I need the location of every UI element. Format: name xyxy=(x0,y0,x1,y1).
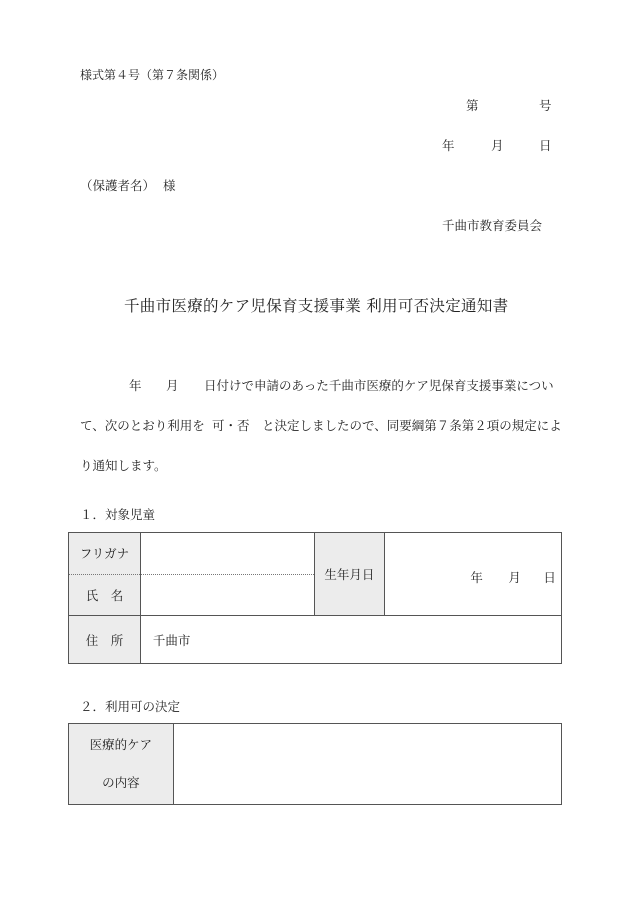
guardian-name-placeholder: （保護者名） xyxy=(80,178,156,193)
address-value: 千曲市 xyxy=(152,632,191,648)
date-day: 日 xyxy=(539,138,552,153)
section1-heading: １．対象児童 xyxy=(80,507,156,522)
address-field[interactable] xyxy=(140,616,561,664)
form-number: 様式第４号（第７条関係） xyxy=(80,68,225,82)
furigana-label: フリガナ xyxy=(69,533,141,575)
birthdate-field[interactable] xyxy=(385,533,562,616)
birth-year: 年 xyxy=(470,570,483,585)
care-content-label xyxy=(69,724,174,805)
care-label-line2: の内容 xyxy=(102,775,140,790)
date-year: 年 xyxy=(442,138,455,153)
body-line3: り通知します。 xyxy=(80,458,167,473)
name-field[interactable] xyxy=(140,574,314,616)
body-line1-year: 年 xyxy=(129,378,142,393)
guardian-honorific: 様 xyxy=(163,178,176,193)
body-line2-end: と決定しましたので、同要綱第７条第２項の規定によ xyxy=(262,418,562,433)
approval-choice: 可・否 xyxy=(212,418,250,433)
approval-table xyxy=(68,723,562,805)
issuer-name: 千曲市教育委員会 xyxy=(442,218,543,233)
body-line1-month: 月 xyxy=(166,378,179,393)
body-line2-start: て、次のとおり利用を xyxy=(80,418,205,433)
doc-number-prefix: 第 xyxy=(466,98,479,113)
target-child-table xyxy=(68,532,562,664)
name-label: 氏 名 xyxy=(69,574,141,616)
section2-heading: ２．利用可の決定 xyxy=(80,699,181,714)
birth-day: 日 xyxy=(543,570,556,585)
furigana-field[interactable] xyxy=(140,533,314,575)
address-label: 住 所 xyxy=(69,616,141,664)
document-title: 千曲市医療的ケア児保育支援事業 利用可否決定通知書 xyxy=(124,297,509,315)
care-content-field[interactable] xyxy=(173,724,561,805)
birth-month: 月 xyxy=(508,570,521,585)
birthdate-label: 生年月日 xyxy=(314,533,385,616)
date-month: 月 xyxy=(491,138,504,153)
care-label-line1: 医療的ケア xyxy=(89,737,153,752)
body-line1-text: 日付けで申請のあった千曲市医療的ケア児保育支援事業につい xyxy=(204,378,554,393)
doc-number-suffix: 号 xyxy=(539,98,552,113)
